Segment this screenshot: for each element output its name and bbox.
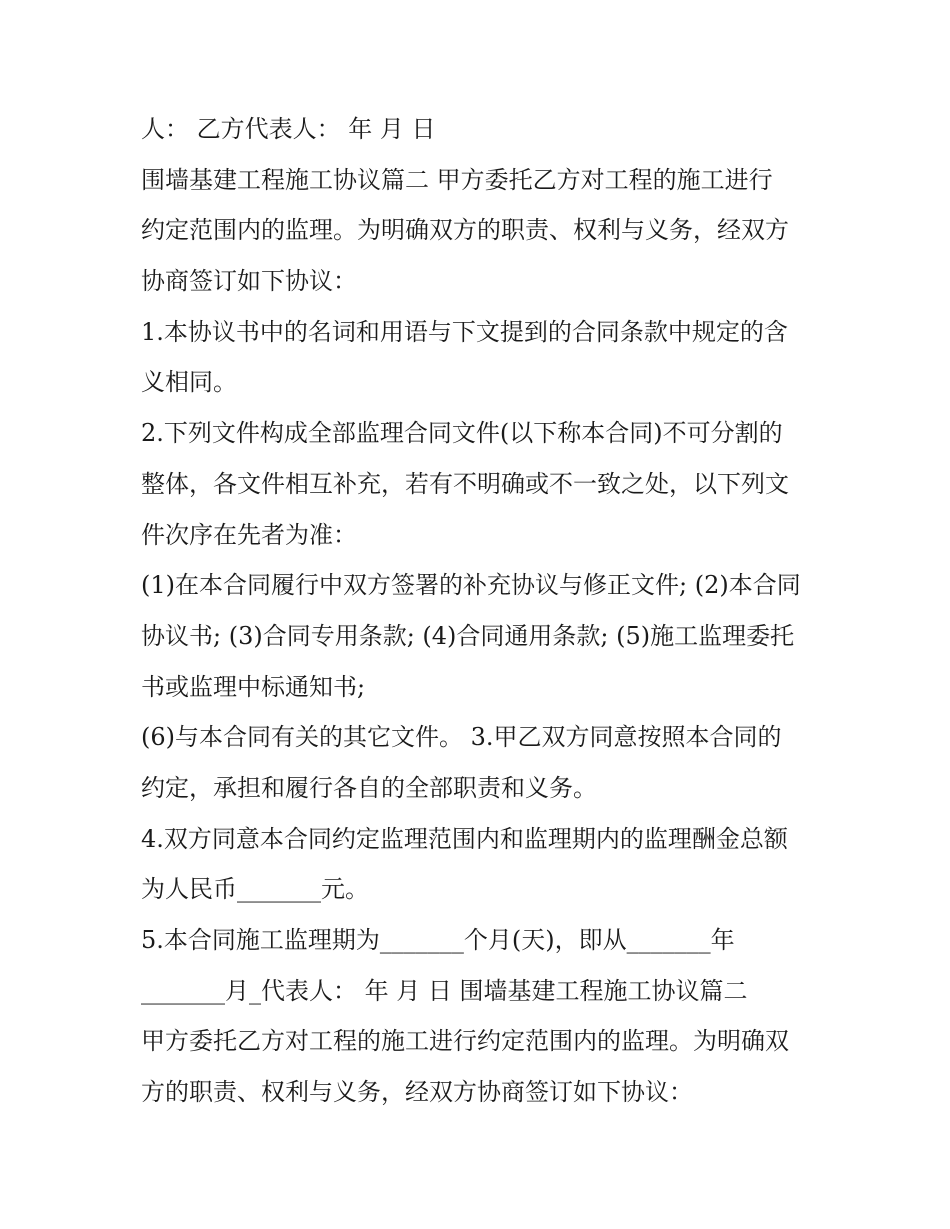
- text-line: 甲方委托乙方对工程的施工进行约定范围内的监理。为明确双: [141, 1027, 789, 1056]
- text-line: (1)在本合同履行中双方签署的补充协议与修正文件; (2)本合同: [141, 571, 801, 600]
- text-line: 书或监理中标通知书;: [141, 672, 366, 701]
- text-line: 5.本合同施工监理期为_______个月(天)，即从_______年: [141, 926, 735, 954]
- text-line: 人： 乙方代表人： 年 月 日: [141, 115, 436, 143]
- document-body: [141, 104, 831, 1118]
- text-line: 件次序在先者为准：: [141, 520, 357, 549]
- text-line: (6)与本合同有关的其它文件。 3.甲乙双方同意按照本合同的: [141, 723, 782, 752]
- text-line: 协商签订如下协议：: [141, 267, 357, 296]
- text-line: 4.双方同意本合同约定监理范围内和监理期内的监理酬金总额: [141, 824, 788, 853]
- text-line: 为人民币_______元。: [141, 875, 369, 904]
- text-line: 协议书; (3)合同专用条款; (4)合同通用条款; (5)施工监理委托: [141, 621, 795, 650]
- text-line: _______月_代表人： 年 月 日 围墙基建工程施工协议篇二: [141, 976, 748, 1005]
- text-line: 2.下列文件构成全部监理合同文件(以下称本合同)不可分割的: [141, 419, 783, 448]
- text-line: 1.本协议书中的名词和用语与下文提到的合同条款中规定的含: [141, 317, 788, 346]
- text-line: 约定，承担和履行各自的全部职责和义务。: [141, 773, 597, 802]
- text-line: 围墙基建工程施工协议篇二 甲方委托乙方对工程的施工进行: [141, 165, 773, 194]
- text-line: 约定范围内的监理。为明确双方的职责、权利与义务，经双方: [141, 216, 789, 245]
- text-line: 整体，各文件相互补充，若有不明确或不一致之处，以下列文: [141, 469, 789, 498]
- text-line: 方的职责、权利与义务，经双方协商签订如下协议：: [141, 1078, 693, 1107]
- text-line: 义相同。: [141, 368, 237, 397]
